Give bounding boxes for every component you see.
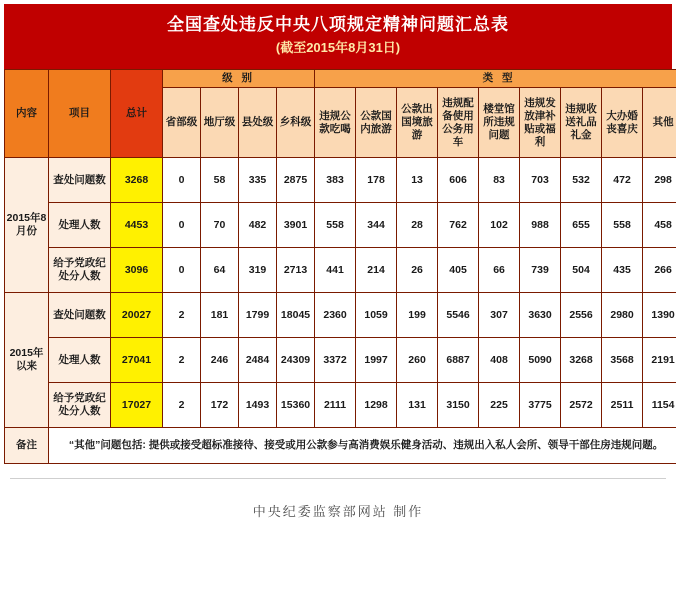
row-total: 3096 [111, 248, 163, 293]
cell: 2713 [277, 248, 315, 293]
cell: 246 [201, 338, 239, 383]
table-row [5, 203, 676, 248]
cell: 408 [479, 338, 520, 383]
header-col-type-1: 违规公款吃喝 [315, 88, 356, 158]
cell: 1059 [356, 293, 397, 338]
cell: 655 [561, 203, 602, 248]
section-label-ytd: 2015年以来 [5, 293, 49, 428]
cell: 26 [397, 248, 438, 293]
cell: 1997 [356, 338, 397, 383]
cell: 15360 [277, 383, 315, 428]
cell: 344 [356, 203, 397, 248]
cell: 24309 [277, 338, 315, 383]
cell: 2980 [602, 293, 643, 338]
cell: 83 [479, 158, 520, 203]
cell: 18045 [277, 293, 315, 338]
cell: 2556 [561, 293, 602, 338]
cell: 762 [438, 203, 479, 248]
cell: 58 [201, 158, 239, 203]
cell: 441 [315, 248, 356, 293]
table-row [5, 338, 676, 383]
header-col-type-6: 违规发放津补贴或福利 [520, 88, 561, 158]
cell: 260 [397, 338, 438, 383]
cell: 2191 [643, 338, 676, 383]
row-item-label: 处理人数 [49, 203, 111, 248]
cell: 319 [239, 248, 277, 293]
cell: 102 [479, 203, 520, 248]
cell: 1298 [356, 383, 397, 428]
row-item-label: 给予党政纪处分人数 [49, 383, 111, 428]
row-item-label: 查处问题数 [49, 158, 111, 203]
cell: 988 [520, 203, 561, 248]
cell: 3775 [520, 383, 561, 428]
cell: 0 [163, 248, 201, 293]
header-col-type-4: 违规配备使用公务用车 [438, 88, 479, 158]
footer-divider [10, 478, 666, 479]
cell: 482 [239, 203, 277, 248]
cell: 131 [397, 383, 438, 428]
header-col-type-9: 其他 [643, 88, 676, 158]
cell: 2484 [239, 338, 277, 383]
table-row [5, 383, 676, 428]
footer-credit: 中央纪委监察部网站 制作 [252, 504, 424, 519]
header-content: 内容 [5, 70, 49, 158]
cell: 405 [438, 248, 479, 293]
header-col-type-3: 公款出国境旅游 [397, 88, 438, 158]
row-item-label: 处理人数 [49, 338, 111, 383]
header-col-type-8: 大办婚丧喜庆 [602, 88, 643, 158]
cell: 199 [397, 293, 438, 338]
cell: 558 [602, 203, 643, 248]
summary-table [4, 69, 676, 464]
page-subtitle: (截至2015年8月31日) [275, 40, 401, 55]
cell: 335 [239, 158, 277, 203]
cell: 606 [438, 158, 479, 203]
cell: 225 [479, 383, 520, 428]
header-item: 项目 [49, 70, 111, 158]
cell: 5546 [438, 293, 479, 338]
cell: 5090 [520, 338, 561, 383]
header-col-type-5: 楼堂馆所违规问题 [479, 88, 520, 158]
cell: 2 [163, 338, 201, 383]
cell: 2 [163, 383, 201, 428]
header-col-provincial: 省部级 [163, 88, 201, 158]
row-total: 27041 [111, 338, 163, 383]
cell: 3150 [438, 383, 479, 428]
cell: 3901 [277, 203, 315, 248]
cell: 532 [561, 158, 602, 203]
header-group-row [5, 70, 676, 88]
cell: 307 [479, 293, 520, 338]
cell: 383 [315, 158, 356, 203]
header-col-type-2: 公款国内旅游 [356, 88, 397, 158]
note-text: “其他”问题包括: 提供或接受超标准接待、接受或用公款参与高消费娱乐健身活动、违规出入私人会所、领导干部住房违规问题。 [49, 428, 676, 464]
cell: 2 [163, 293, 201, 338]
table-row [5, 158, 676, 203]
cell: 3268 [561, 338, 602, 383]
title-banner [4, 4, 672, 69]
cell: 298 [643, 158, 676, 203]
cell: 66 [479, 248, 520, 293]
cell: 266 [643, 248, 676, 293]
row-item-label: 给予党政纪处分人数 [49, 248, 111, 293]
page-title: 全国查处违反中央八项规定精神问题汇总表 [167, 15, 509, 34]
cell: 1154 [643, 383, 676, 428]
cell: 435 [602, 248, 643, 293]
cell: 1493 [239, 383, 277, 428]
row-item-label: 查处问题数 [49, 293, 111, 338]
cell: 172 [201, 383, 239, 428]
header-total: 总计 [111, 70, 163, 158]
cell: 558 [315, 203, 356, 248]
cell: 2511 [602, 383, 643, 428]
header-col-type-7: 违规收送礼品礼金 [561, 88, 602, 158]
cell: 1799 [239, 293, 277, 338]
header-col-prefecture: 地厅级 [201, 88, 239, 158]
cell: 6887 [438, 338, 479, 383]
cell: 2875 [277, 158, 315, 203]
header-group-level: 级 别 [163, 70, 315, 88]
row-total: 17027 [111, 383, 163, 428]
cell: 214 [356, 248, 397, 293]
cell: 3568 [602, 338, 643, 383]
section-label-august: 2015年8月份 [5, 158, 49, 293]
header-col-township: 乡科级 [277, 88, 315, 158]
cell: 181 [201, 293, 239, 338]
cell: 504 [561, 248, 602, 293]
note-row [5, 428, 676, 464]
header-group-type: 类 型 [315, 70, 676, 88]
cell: 458 [643, 203, 676, 248]
cell: 2360 [315, 293, 356, 338]
cell: 2111 [315, 383, 356, 428]
cell: 64 [201, 248, 239, 293]
cell: 3630 [520, 293, 561, 338]
note-label: 备注 [5, 428, 49, 464]
table-row [5, 248, 676, 293]
cell: 2572 [561, 383, 602, 428]
row-total: 4453 [111, 203, 163, 248]
row-total: 20027 [111, 293, 163, 338]
row-total: 3268 [111, 158, 163, 203]
cell: 13 [397, 158, 438, 203]
cell: 70 [201, 203, 239, 248]
header-col-county: 县处级 [239, 88, 277, 158]
cell: 0 [163, 158, 201, 203]
cell: 703 [520, 158, 561, 203]
cell: 3372 [315, 338, 356, 383]
cell: 28 [397, 203, 438, 248]
cell: 472 [602, 158, 643, 203]
cell: 178 [356, 158, 397, 203]
cell: 1390 [643, 293, 676, 338]
cell: 739 [520, 248, 561, 293]
table-row [5, 293, 676, 338]
cell: 0 [163, 203, 201, 248]
